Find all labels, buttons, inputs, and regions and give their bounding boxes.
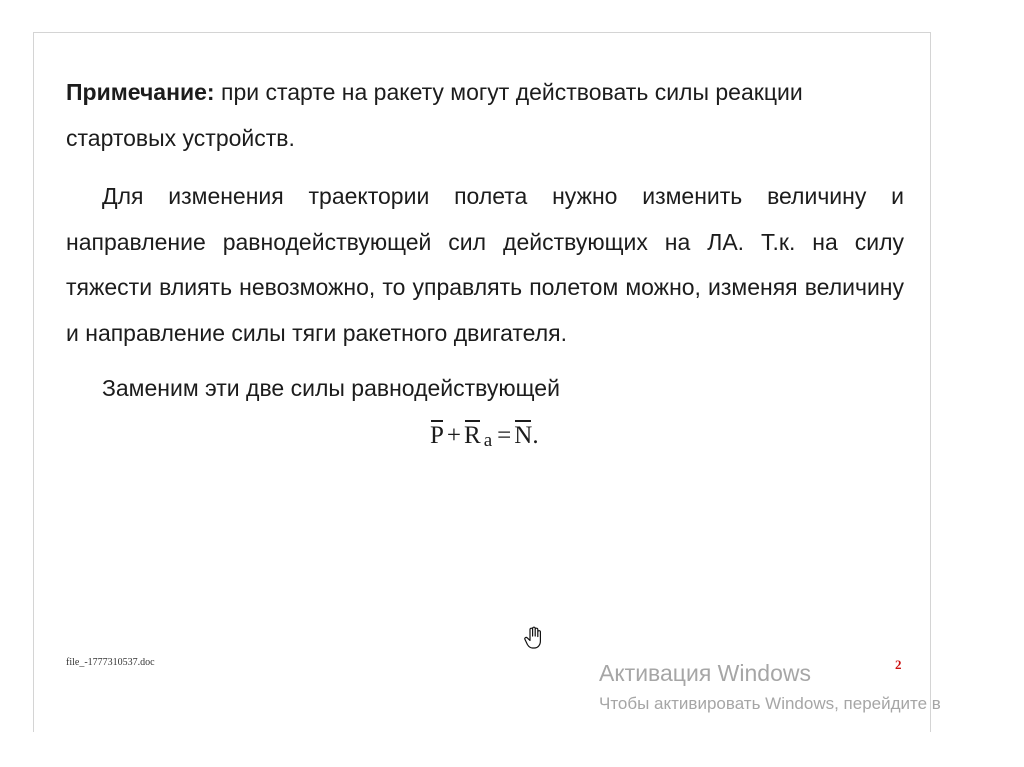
- footer-file-name: file_-1777310537.doc: [66, 657, 155, 668]
- hand-cursor-icon: [523, 626, 543, 650]
- replace-sentence: Заменим эти две силы равнодействующей: [102, 375, 560, 401]
- vector-r: R: [464, 418, 481, 454]
- note-paragraph: [66, 70, 904, 161]
- plus-sign: +: [446, 422, 462, 449]
- page-number: 2: [895, 657, 902, 672]
- windows-activation-subtitle: Чтобы активировать Windows, перейдите в: [599, 694, 941, 713]
- vector-n: N: [514, 418, 532, 454]
- note-label: Примечание:: [66, 79, 215, 105]
- subscript-a: a: [483, 430, 493, 451]
- vector-p: P: [430, 418, 444, 454]
- equals-sign: =: [497, 422, 512, 449]
- body-paragraph: Для изменения траектории полета нужно изменить величину и направление равнодействующей сил действующих на ЛА. Т.к. на силу тяжести влиять невозможно, то управлять полетом можно, изменяя величину и направление силы тяги ракетного двигателя.: [66, 183, 904, 346]
- note-text: при старте на ракету могут действовать силы реакции стартовых устройств.: [66, 79, 803, 151]
- formula-period: .: [532, 422, 539, 449]
- windows-activation-title: Активация Windows: [599, 660, 811, 686]
- vector-formula: [430, 418, 539, 456]
